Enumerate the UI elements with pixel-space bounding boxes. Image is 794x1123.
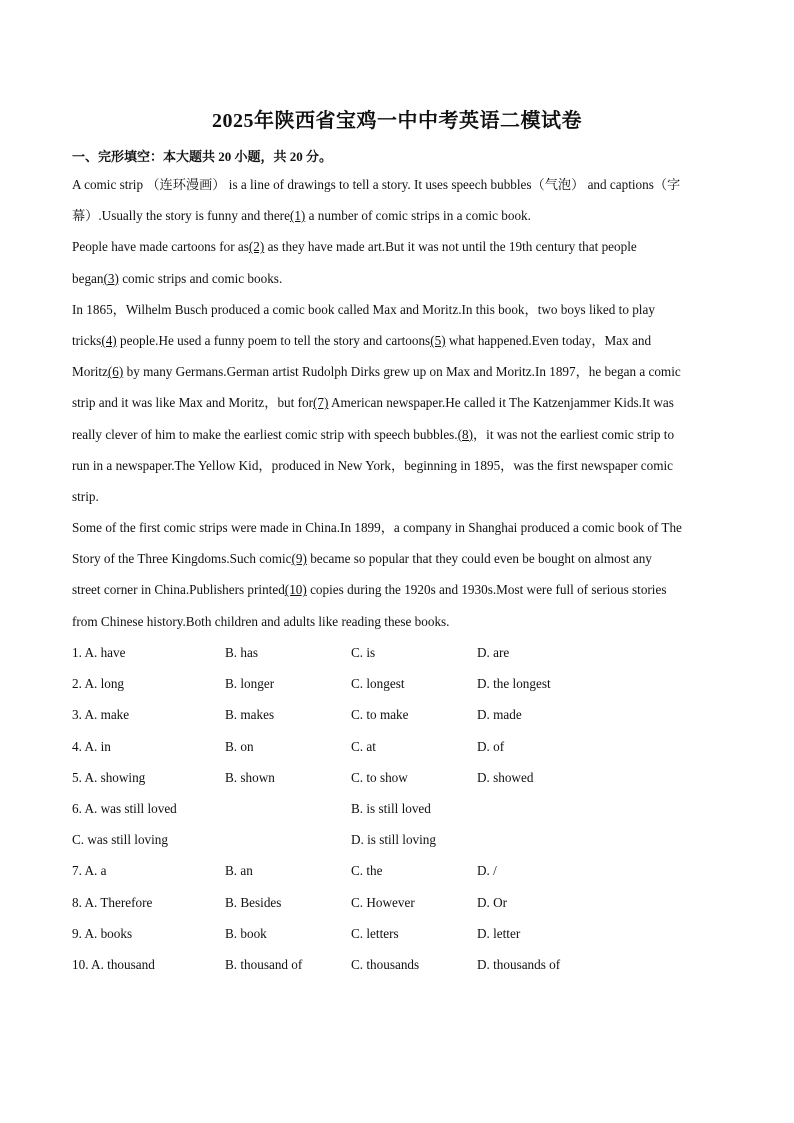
question-row bbox=[72, 824, 722, 855]
answer-option: B. Besides bbox=[225, 894, 282, 910]
answer-option: D. the longest bbox=[477, 676, 551, 692]
passage-line bbox=[72, 294, 722, 325]
answer-option: C. thousands bbox=[351, 956, 420, 972]
passage-text: Story of the Three Kingdoms.Such comic bbox=[72, 551, 292, 567]
blank-marker: (10) bbox=[284, 582, 307, 598]
passage-text: In 1865，Wilhelm Busch produced a comic book called Max and Moritz.In this book，two boys liked to play bbox=[72, 301, 655, 317]
passage-line bbox=[72, 450, 722, 481]
blank-marker: (6) bbox=[107, 364, 124, 380]
passage-text: people.He used a funny poem to tell the story and cartoons bbox=[116, 332, 431, 348]
blank-marker: (5) bbox=[430, 332, 446, 348]
passage-text: by many Germans.German artist Rudolph Dirks grew up on Max and Moritz.In 1897，he began a comic bbox=[123, 364, 681, 380]
question-row bbox=[72, 918, 722, 949]
question-row bbox=[72, 793, 722, 824]
answer-option: 4. A. in bbox=[72, 738, 111, 754]
blank-marker: (7) bbox=[313, 395, 329, 411]
question-row bbox=[72, 699, 722, 730]
passage-text: 幕）.Usually the story is funny and there bbox=[72, 208, 290, 224]
blank-marker: (9) bbox=[291, 551, 307, 567]
passage-line bbox=[72, 231, 722, 262]
passage-text: street corner in China.Publishers printed bbox=[72, 582, 285, 598]
page-title: 2025年陕西省宝鸡一中中考英语二模试卷 bbox=[212, 110, 582, 132]
passage-text: A comic strip （连环漫画） is a line of drawings to tell a story. It uses speech bubbles（气泡） and captions（字 bbox=[72, 177, 681, 192]
question-row bbox=[72, 887, 722, 918]
answer-option: C. was still loving bbox=[72, 832, 168, 848]
answer-option: D. Or bbox=[477, 894, 508, 910]
passage-line bbox=[72, 512, 722, 543]
answer-option: 10. A. thousand bbox=[72, 956, 155, 972]
answer-option: C. is bbox=[351, 645, 376, 660]
answer-option: C. letters bbox=[351, 925, 399, 941]
passage-line bbox=[72, 169, 722, 200]
answer-option: 5. A. showing bbox=[72, 769, 146, 785]
answer-option: D. made bbox=[477, 707, 522, 723]
blank-marker: (2) bbox=[248, 239, 265, 255]
blank-marker: (8) bbox=[457, 426, 473, 442]
passage-line bbox=[72, 419, 722, 450]
answer-option: B. on bbox=[225, 738, 254, 754]
passage-line bbox=[72, 356, 722, 387]
question-row bbox=[72, 637, 722, 668]
answer-option: D. is still loving bbox=[351, 832, 436, 848]
passage-text: a number of comic strips in a comic book. bbox=[305, 208, 531, 224]
question-row bbox=[72, 949, 722, 980]
blank-marker: (4) bbox=[101, 332, 117, 348]
blank-marker: (3) bbox=[103, 270, 119, 286]
passage-text: People have made cartoons for as bbox=[72, 239, 249, 255]
answer-option: C. However bbox=[351, 894, 415, 910]
answer-option: 7. A. a bbox=[72, 863, 107, 879]
answer-option: C. to show bbox=[351, 769, 408, 785]
passage-text: strip. bbox=[72, 488, 99, 504]
passage-text: as they have made art.But it was not until the 19th century that people bbox=[264, 239, 637, 255]
section-heading: 一、完形填空：本大题共 20 小题，共 20 分。 bbox=[72, 149, 333, 164]
answer-option: C. to make bbox=[351, 707, 409, 723]
answer-option: B. shown bbox=[225, 769, 275, 785]
answer-options bbox=[72, 637, 722, 980]
answer-option: B. has bbox=[225, 645, 258, 660]
answer-option: B. makes bbox=[225, 707, 275, 723]
answer-option: B. an bbox=[225, 863, 253, 879]
passage-text: what happened.Even today，Max and bbox=[445, 332, 652, 348]
passage-line bbox=[72, 543, 722, 574]
answer-option: 6. A. was still loved bbox=[72, 800, 177, 816]
passage-line bbox=[72, 325, 722, 356]
passage-line bbox=[72, 481, 722, 512]
answer-option: 3. A. make bbox=[72, 707, 130, 723]
answer-option: D. letter bbox=[477, 925, 521, 941]
passage-text: from Chinese history.Both children and adults like reading these books. bbox=[72, 613, 450, 629]
passage-text: became so popular that they could even be bought on almost any bbox=[306, 551, 652, 567]
blank-marker: (1) bbox=[289, 208, 306, 224]
passage-text: strip and it was like Max and Moritz，but for bbox=[72, 395, 313, 411]
answer-option: D. are bbox=[477, 645, 510, 660]
answer-option: B. is still loved bbox=[351, 800, 431, 816]
passage-text: ，it was not the earliest comic strip to bbox=[473, 426, 675, 442]
answer-option: D. thousands of bbox=[477, 956, 561, 972]
answer-option: D. of bbox=[477, 738, 505, 754]
question-row bbox=[72, 762, 722, 793]
answer-option: C. at bbox=[351, 738, 376, 754]
answer-option: C. longest bbox=[351, 676, 405, 692]
passage-text: Moritz bbox=[72, 364, 108, 380]
answer-option: B. thousand of bbox=[225, 956, 303, 972]
passage-text: really clever of him to make the earliest comic strip with speech bubbles. bbox=[72, 426, 458, 442]
passage-text: copies during the 1920s and 1930s.Most were full of serious stories bbox=[306, 582, 667, 598]
answer-option: C. the bbox=[351, 863, 383, 879]
answer-option: 9. A. books bbox=[72, 925, 133, 941]
passage-text: American newspaper.He called it The Katzenjammer Kids.It was bbox=[328, 395, 674, 411]
passage-text: run in a newspaper.The Yellow Kid，produced in New York，beginning in 1895，was the first newspaper comic bbox=[72, 457, 674, 473]
answer-option: D. showed bbox=[477, 769, 534, 785]
passage-line bbox=[72, 263, 722, 294]
passage-text: began bbox=[72, 270, 104, 286]
answer-option: B. longer bbox=[225, 676, 275, 692]
answer-option: 1. A. have bbox=[72, 645, 126, 660]
passage-line bbox=[72, 574, 722, 605]
answer-option: B. book bbox=[225, 925, 267, 941]
question-row bbox=[72, 855, 722, 886]
question-row bbox=[72, 731, 722, 762]
passage-line bbox=[72, 200, 722, 231]
passage-text: comic strips and comic books. bbox=[118, 270, 283, 286]
answer-option: 8. A. Therefore bbox=[72, 894, 153, 910]
passage-line bbox=[72, 606, 722, 637]
cloze-passage bbox=[72, 169, 722, 637]
passage-line bbox=[72, 387, 722, 418]
answer-option: D. / bbox=[477, 863, 497, 879]
question-row bbox=[72, 668, 722, 699]
passage-text: tricks bbox=[72, 332, 102, 348]
passage-text: Some of the first comic strips were made in China.In 1899，a company in Shanghai produced a comic book of The bbox=[72, 520, 682, 536]
answer-option: 2. A. long bbox=[72, 676, 125, 692]
